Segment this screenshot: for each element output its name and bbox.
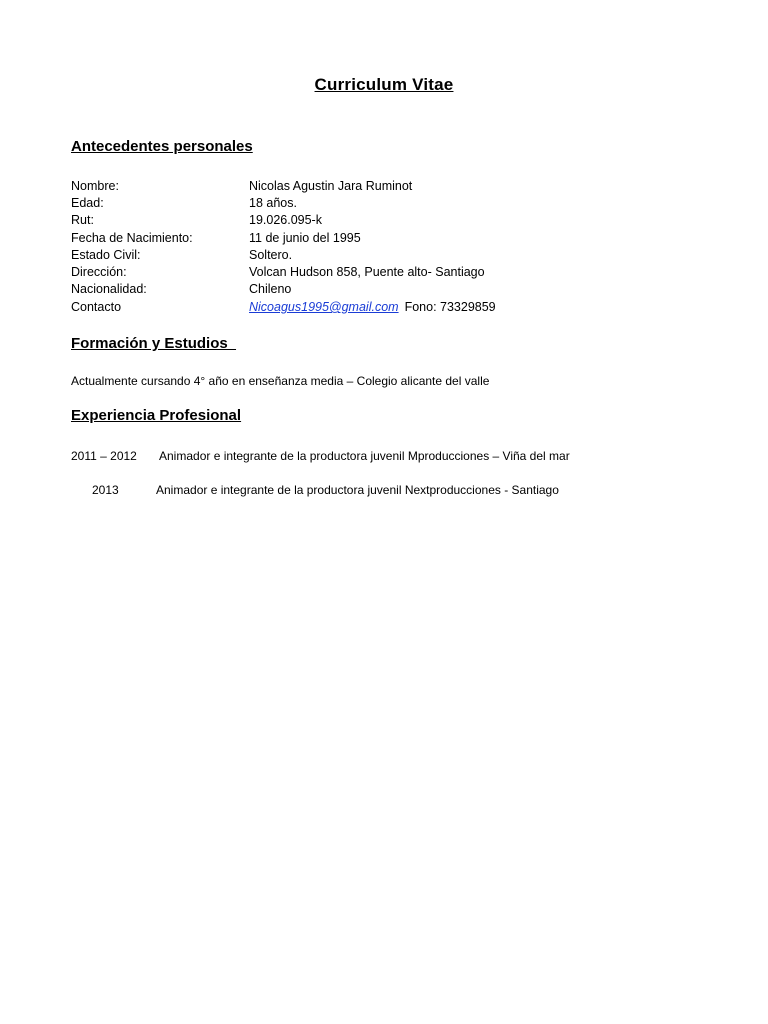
- field-value: Volcan Hudson 858, Puente alto- Santiago: [249, 265, 485, 279]
- experience-description: Animador e integrante de la productora juvenil Mproducciones – Viña del mar: [159, 449, 570, 463]
- experience-period: 2013: [92, 483, 119, 497]
- section-heading-experience: Experiencia Profesional: [71, 407, 242, 424]
- contact-value: [249, 299, 496, 316]
- field-row-estado-civil: [71, 247, 671, 264]
- field-value: Chileno: [249, 282, 292, 296]
- field-row-nombre: [71, 178, 671, 195]
- field-row-nacionalidad: [71, 281, 671, 298]
- experience-description: Animador e integrante de la productora juvenil Nextproducciones - Santiago: [156, 483, 559, 497]
- field-row-edad: [71, 195, 671, 212]
- experience-item: [92, 482, 692, 498]
- experience-item: [71, 448, 691, 464]
- field-row-direccion: [71, 264, 671, 281]
- section-heading-personal: Antecedentes personales: [71, 138, 253, 155]
- field-label: Edad:: [71, 196, 104, 210]
- field-label: Contacto: [71, 300, 122, 314]
- field-row-rut: [71, 212, 671, 229]
- section-heading-education: Formación y Estudios: [71, 335, 237, 352]
- field-label: Nombre:: [71, 179, 119, 193]
- field-row-contacto: [71, 299, 671, 316]
- email-link[interactable]: Nicoagus1995@gmail.com: [249, 300, 399, 314]
- field-value: 18 años.: [249, 196, 297, 210]
- field-label: Fecha de Nacimiento:: [71, 231, 193, 245]
- experience-period: 2011 – 2012: [71, 449, 137, 463]
- field-row-fecha-nacimiento: [71, 230, 671, 247]
- field-label: Nacionalidad:: [71, 282, 147, 296]
- field-label: Dirección:: [71, 265, 127, 279]
- field-label: Rut:: [71, 213, 94, 227]
- field-label: Estado Civil:: [71, 248, 141, 262]
- field-value: 19.026.095-k: [249, 213, 322, 227]
- document-title: Curriculum Vitae: [314, 75, 454, 94]
- education-text: Actualmente cursando 4° año en enseñanza media – Colegio alicante del valle: [71, 374, 490, 388]
- field-value: 11 de junio del 1995: [249, 231, 361, 245]
- field-value: Nicolas Agustin Jara Ruminot: [249, 179, 413, 193]
- field-value: Soltero.: [249, 248, 293, 262]
- phone-number: Fono: 73329859: [404, 300, 496, 314]
